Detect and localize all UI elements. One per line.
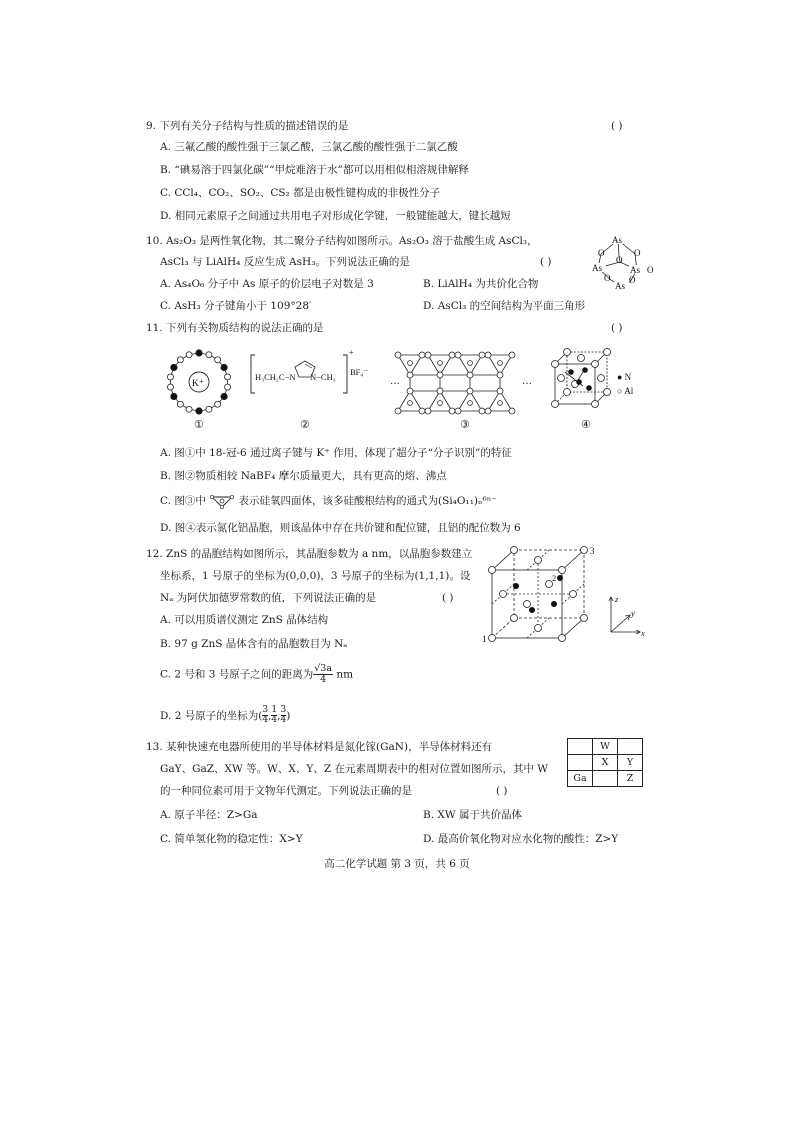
ionic-liquid-figure — [249, 348, 368, 399]
fig-number-3: ③ — [460, 418, 470, 431]
oxygen-atom — [498, 361, 503, 366]
crown-ether-figure — [163, 346, 235, 418]
oxygen-atom — [497, 372, 503, 378]
q12-d-frac-2-num: 1 — [271, 705, 278, 715]
q13-stem-3: 的一种同位素可用于文物年代测定。下列说法正确的是 — [160, 785, 412, 797]
q9-option-b: B. “碘易溶于四氯化碳”“甲烷难溶于水”都可以用相似相溶规律解释 — [160, 164, 469, 176]
table-cell — [618, 739, 643, 755]
q12-option-c-prefix: C. 2 号和 3 号原子之间的距离为 — [160, 668, 314, 681]
chain-ellipsis-right: ··· — [522, 379, 532, 390]
q11-option-c — [160, 494, 497, 508]
q10-answer-paren: ( ) — [540, 256, 552, 268]
bf4-anion: BF₄⁻ — [350, 367, 368, 377]
ring-carbon-atom — [225, 374, 231, 380]
o-label-6: O — [647, 265, 654, 275]
q10-option-a: A. As₄O₆ 分子中 As 原子的价层电子对数是 3 — [160, 278, 374, 290]
ring-carbon-atom — [177, 357, 183, 363]
atom-label-1: 1 — [482, 634, 487, 644]
table-row — [568, 755, 643, 771]
q12-d-frac-3-den: 4 — [280, 715, 287, 726]
q13-option-d: D. 最高价氧化物对应水化物的酸性：Z>Y — [423, 833, 619, 845]
oxygen-atom — [438, 361, 443, 366]
q12-answer-paren: ( ) — [442, 592, 454, 604]
oxygen-atom — [437, 388, 443, 394]
oxygen-atom — [449, 408, 455, 414]
axis-x-label: x — [641, 628, 645, 638]
ring-carbon-atom — [215, 357, 221, 363]
cation-charge: + — [349, 348, 354, 357]
as-label-left: As — [592, 263, 603, 273]
oxygen-atom — [437, 372, 443, 378]
ring-carbon-atom — [167, 384, 173, 390]
ring-carbon-atom — [206, 406, 212, 412]
as-label-bottom: As — [615, 281, 626, 291]
silicate-tetrahedron-icon — [209, 494, 235, 508]
q12-option-c-fraction — [313, 664, 333, 685]
ring-oxygen-atom — [171, 364, 177, 370]
o-label-5: O — [629, 275, 636, 285]
oxygen-atom — [509, 408, 515, 414]
q11-option-b: B. 图②物质相较 NaBF₄ 摩尔质量更大，具有更高的熔、沸点 — [160, 470, 447, 482]
table-row — [568, 771, 643, 787]
oxygen-atom — [455, 408, 461, 414]
ring-oxygen-atom — [221, 364, 227, 370]
q12-d-frac-2-den: 4 — [271, 715, 278, 726]
ring-carbon-atom — [186, 352, 192, 358]
k-ion-label: K⁺ — [192, 379, 204, 389]
table-cell: Y — [618, 755, 643, 771]
periodic-table-fragment — [567, 738, 643, 787]
q12-fraction-denominator: 4 — [320, 673, 327, 685]
q13-stem-1: 13. 某种快速充电器所使用的半导体材料是氮化镓(GaN)，半导体材料还有 — [146, 741, 493, 753]
q9-answer-paren: ( ) — [611, 120, 623, 132]
q12-d-frac-1-den: 4 — [262, 715, 269, 726]
q9-option-c: C. CCl₄、CO₂、SO₂、CS₂ 都是由极性键构成的非极性分子 — [160, 187, 441, 199]
as-label-right: As — [630, 265, 641, 275]
oxygen-atom — [395, 352, 401, 358]
oxygen-atom — [479, 352, 485, 358]
ring-carbon-atom — [206, 352, 212, 358]
ring-carbon-atom — [215, 401, 221, 407]
oxygen-atom — [455, 352, 461, 358]
axis-y-label: y — [631, 608, 635, 618]
table-cell: W — [593, 739, 618, 755]
ring-oxygen-atom — [171, 393, 177, 399]
q12-option-d-prefix: D. 2 号原子的坐标为( — [160, 709, 263, 722]
aln-cell-figure — [549, 348, 649, 410]
legend-al: ○ Al — [617, 386, 634, 396]
q12-option-c-unit: nm — [336, 668, 354, 681]
oxygen-atom — [498, 401, 503, 406]
q10-option-c: C. AsH₃ 分子键角小于 109°28′ — [160, 300, 312, 312]
q9-option-a: A. 三氟乙酸的酸性强于三氯乙酸，三氯乙酸的酸性强于二氯乙酸 — [160, 141, 458, 153]
q11-option-d: D. 图④表示氮化铝晶胞，则该晶体中存在共价键和配位键，且铝的配位数为 6 — [160, 522, 521, 534]
ring-oxygen-atom — [196, 408, 202, 414]
fig-number-2: ② — [300, 418, 310, 431]
table-cell: X — [593, 755, 618, 771]
ring-carbon-atom — [186, 406, 192, 412]
chain-ellipsis-left: ··· — [390, 379, 400, 390]
oxygen-atom — [479, 408, 485, 414]
q12-d-frac-2 — [271, 706, 277, 726]
oxygen-atom — [467, 372, 473, 378]
oxygen-atom — [425, 352, 431, 358]
oxygen-atom — [407, 372, 413, 378]
fig-number-1: ① — [194, 418, 204, 431]
ethyl-imidazolium-right: N−CH₃ — [310, 372, 336, 382]
q11-option-c-suffix: 表示硅氧四面体，该多硅酸根结构的通式为(Si₄O₁₁)ₙ⁶ⁿ⁻ — [238, 495, 497, 507]
ring-oxygen-atom — [221, 393, 227, 399]
q11-option-c-prefix: C. 图③中 — [160, 495, 206, 507]
ring-carbon-atom — [167, 374, 173, 380]
q12-option-c — [160, 664, 353, 685]
q13-stem-2: GaY、GaZ、XW 等。W、X、Y、Z 在元素周期表中的相对位置如图所示，其中 W — [160, 763, 549, 775]
table-cell — [568, 755, 593, 771]
ring-carbon-atom — [225, 384, 231, 390]
q10-stem-1: 10. As₂O₃ 是两性氧化物，其二聚分子结构如图所示。As₂O₃ 溶于盐酸生成 AsCl₃， — [146, 235, 538, 247]
q12-d-frac-1 — [262, 706, 268, 726]
ethyl-imidazolium-left: H₃CH₂C−N — [255, 372, 296, 382]
oxygen-atom — [438, 401, 443, 406]
oxygen-atom — [485, 352, 491, 358]
o-label-4: O — [604, 273, 611, 283]
oxygen-atom — [419, 408, 425, 414]
axis-z-label: z — [615, 594, 619, 604]
oxygen-atom — [468, 401, 473, 406]
q9-option-d: D. 相同元素原子之间通过共用电子对形成化学键，一般键能越大，键长越短 — [160, 210, 511, 222]
q10-stem-2: AsCl₃ 与 LiAlH₄ 反应生成 AsH₃。下列说法正确的是 — [160, 256, 410, 268]
q11-stem: 11. 下列有关物质结构的说法正确的是 — [146, 322, 324, 334]
table-row — [568, 739, 643, 755]
oxygen-atom — [467, 388, 473, 394]
q9-stem: 9. 下列有关分子结构与性质的描述错误的是 — [146, 120, 349, 132]
oxygen-atom — [425, 408, 431, 414]
o-label-2: O — [634, 248, 641, 258]
coordinate-axes-figure — [603, 592, 649, 640]
o-label-3: O — [616, 255, 623, 265]
q13-option-c: C. 简单氢化物的稳定性：X>Y — [160, 833, 303, 845]
as4o6-structure-figure — [585, 232, 655, 294]
fig-number-4: ④ — [581, 418, 591, 431]
oxygen-atom — [419, 352, 425, 358]
atom-label-2: 2 — [552, 573, 557, 583]
q12-option-b: B. 97 g ZnS 晶体含有的晶胞数目为 Nₐ — [160, 638, 348, 650]
q13-option-a: A. 原子半径：Z>Ga — [160, 809, 258, 821]
q12-stem-2: 坐标系，1 号原子的坐标为(0,0,0)，3 号原子的坐标为(1,1,1)。设 — [160, 570, 471, 582]
oxygen-atom — [509, 352, 515, 358]
q10-option-b: B. LiAlH₄ 为共价化合物 — [423, 278, 539, 290]
table-cell — [593, 771, 618, 787]
oxygen-atom — [407, 388, 413, 394]
q12-stem-1: 12. ZnS 的晶胞结构如图所示，其晶胞参数为 a nm，以晶胞参数建立 — [146, 548, 473, 560]
oxygen-atom — [395, 408, 401, 414]
table-cell — [568, 739, 593, 755]
oxygen-atom — [485, 408, 491, 414]
q12-option-d: D. 2 号原子的坐标为( $\frac{3}{4}$ , $\frac{1}{4}$ , $\frac{3}{4}$ ) — [160, 705, 291, 726]
q13-option-b: B. XW 属于共价晶体 — [423, 809, 522, 821]
oxygen-atom — [497, 388, 503, 394]
atom-label-3: 3 — [590, 546, 595, 556]
legend-n: ● N — [617, 372, 632, 382]
q13-answer-paren: ( ) — [496, 785, 508, 797]
silicate-chain-figure — [388, 349, 538, 417]
zns-cell-figure — [482, 544, 596, 644]
q12-option-a: A. 可以用质谱仪测定 ZnS 晶体结构 — [160, 614, 329, 626]
table-cell: Ga — [568, 771, 593, 787]
ring-carbon-atom — [177, 401, 183, 407]
q10-option-d: D. AsCl₃ 的空间结构为平面三角形 — [423, 300, 586, 312]
q12-option-d-suffix: ) — [286, 709, 291, 722]
as-label-top: As — [612, 235, 623, 245]
ring-oxygen-atom — [196, 350, 202, 356]
page-footer: 高二化学试题 第 3 页，共 6 页 — [324, 858, 470, 870]
table-cell: Z — [618, 771, 643, 787]
oxygen-atom — [408, 401, 413, 406]
o-label-1: O — [598, 248, 605, 258]
q11-option-a: A. 图①中 18-冠-6 通过离子键与 K⁺ 作用，体现了超分子“分子识别”的特征 — [160, 447, 512, 459]
oxygen-atom — [468, 361, 473, 366]
oxygen-atom — [408, 361, 413, 366]
q12-stem-3: Nₐ 为阿伏加德罗常数的值，下列说法正确的是 — [160, 592, 377, 604]
q11-answer-paren: ( ) — [611, 322, 623, 334]
q12-d-frac-1-num: 3 — [262, 705, 269, 715]
q12-d-frac-3-num: 3 — [280, 705, 287, 715]
q12-fraction-numerator: √3a — [314, 663, 332, 674]
oxygen-atom — [449, 352, 455, 358]
